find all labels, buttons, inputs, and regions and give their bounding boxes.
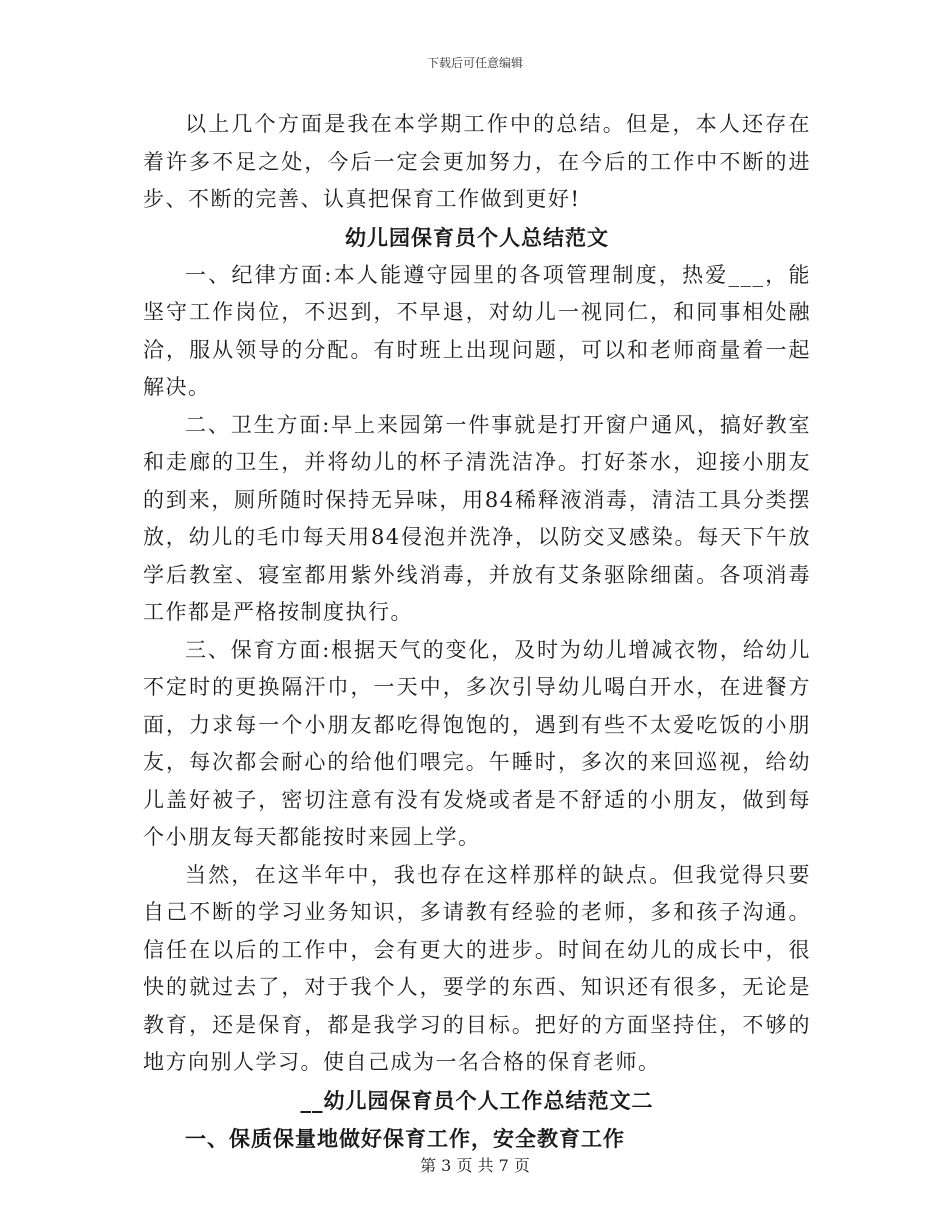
page-header: 下载后可任意编辑 [426, 56, 523, 70]
paragraph-summary: 以上几个方面是我在本学期工作中的总结。但是，本人还存在着许多不足之处，今后一定会更加努力，在今后的工作中不断的进步、不断的完善、认真把保育工作做到更好! [143, 112, 811, 211]
paragraph-discipline: 一、纪律方面:本人能遵守园里的各项管理制度，热爱___，能坚守工作岗位，不迟到，不早退，对幼儿一视同仁，和同事相处融洽，服从领导的分配。有时班上出现问题，可以和老师商量着一起解决。 [143, 262, 811, 399]
paragraph-conclusion: 当然，在这半年中，我也存在这样那样的缺点。但我觉得只要自己不断的学习业务知识，多请教有经验的老师，多和孩子沟通。信任在以后的工作中，会有更大的进步。时间在幼儿的成长中，很快的就过去了，对于我个人，要学的东西、知识还有很多，无论是教育，还是保育，都是我学习的目标。把好的方面坚持住，不够的地方向别人学习。使自己成为一名合格的保育老师。 [143, 862, 811, 1074]
article-title: 幼儿园保育员个人总结范文 [345, 224, 609, 250]
page-footer: 第 3 页 共 7 页 [420, 1156, 530, 1175]
paragraph-hygiene: 二、卫生方面:早上来园第一件事就是打开窗户通风，搞好教室和走廊的卫生，并将幼儿的杯子清洗洁净。打好茶水，迎接小朋友的到来，厕所随时保持无异味，用84稀释液消毒，清洁工具分类摆放，幼儿的毛巾每天用84侵泡并洗净，以防交叉感染。每天下午放学后教室、寝室都用紫外线消毒，并放有艾条驱除细菌。各项消毒工作都是严格按制度执行。 [143, 412, 811, 624]
document-body [143, 106, 811, 1158]
section-heading: 一、保质保量地做好保育工作，安全教育工作 [185, 1125, 625, 1151]
paragraph-care: 三、保育方面:根据天气的变化，及时为幼儿增减衣物，给幼儿不定时的更换隔汗巾，一天中，多次引导幼儿喝白开水，在进餐方面，力求每一个小朋友都吃得饱饱的，遇到有些不太爱吃饭的小朋友，每次都会耐心的给他们喂完。午睡时，多次的来回巡视，给幼儿盖好被子，密切注意有没有发烧或者是不舒适的小朋友，做到每个小朋友每天都能按时来园上学。 [143, 637, 811, 849]
article-title-two: __幼儿园保育员个人工作总结范文二 [300, 1087, 654, 1113]
